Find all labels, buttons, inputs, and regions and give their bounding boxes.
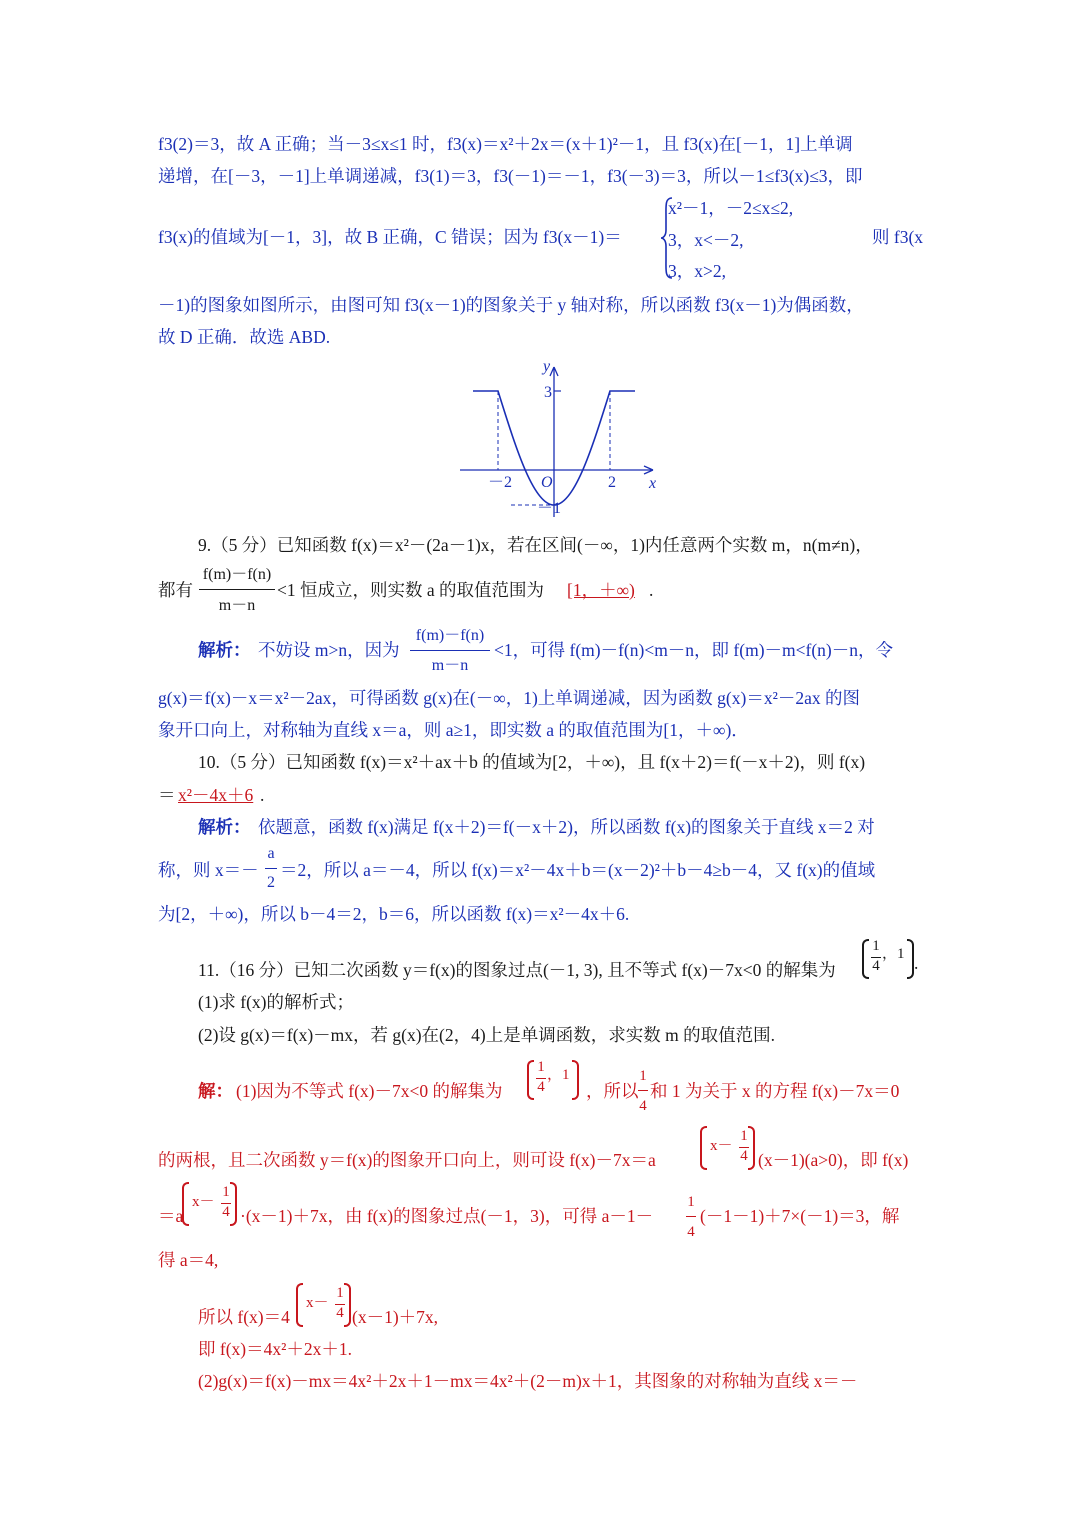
- q9-stem-line-2a: 都有: [158, 580, 193, 600]
- q11-sol-bracket-1-num: 1: [740, 1128, 748, 1144]
- q11-sol-line-1c: 和 1 为关于 x 的方程 f(x)－7x＝0: [650, 1081, 900, 1101]
- q9-sol-frac-den: m－n: [431, 657, 469, 674]
- x-axis-label: x: [649, 475, 657, 492]
- q11-sol-bracket-3-den: 4: [336, 1305, 344, 1321]
- q9-frac-num: f(m)－f(n): [202, 566, 272, 583]
- q9-stem-line-1: 9.（5 分）已知函数 f(x)＝x²－(2a－1)x，若在区间(－∞，1)内任意两个实数 m，n(m≠n)，: [198, 535, 873, 555]
- q11-sol-interval-num: 1: [537, 1059, 545, 1075]
- origin-label: O: [541, 474, 553, 491]
- q10-frac-bar: [265, 868, 277, 869]
- q11-sol-bracket-2: [182, 1182, 240, 1226]
- q9-frac-bar: [199, 589, 275, 590]
- q10-solution-label: 解析：: [198, 817, 251, 837]
- q10-answer: x²－4x＋6: [178, 785, 254, 805]
- q11-stem-end: .: [914, 953, 919, 973]
- q11-sol-bracket-2-x: x－: [192, 1194, 215, 1210]
- q10-stem-line-2b: .: [260, 785, 265, 805]
- q11-sol-line-4: 得 a＝4,: [158, 1250, 219, 1270]
- q11-sol-interval: [527, 1060, 585, 1100]
- q11-sol-bracket-3-num: 1: [336, 1285, 344, 1301]
- prev-line-2: 递增，在[－3，－1]上单调递减，f3(1)＝3，f3(－1)＝－1，f3(－3)＝3，所以－1≤f3(x)≤3，即: [158, 166, 863, 186]
- q9-sol-frac-num: f(m)－f(n): [415, 627, 485, 644]
- q11-interval-rest: ，1: [882, 946, 905, 962]
- tick-neg2-label: －2: [488, 474, 513, 491]
- q10-stem-line-2a: ＝: [158, 785, 176, 805]
- prev-line-3a: f3(x)的值域为[－1，3]，故 B 正确，C 错误；因为 f3(x－1)＝: [158, 227, 622, 247]
- q11-part-2: (2)设 g(x)＝f(x)－mx，若 g(x)在(2，4)上是单调函数，求实数 m 的取值范围.: [198, 1025, 775, 1045]
- q11-sol-line-3a: ＝a: [158, 1206, 184, 1226]
- q9-stem-line-2c: .: [649, 580, 654, 600]
- q11-sol-bracket-2-den: 4: [222, 1204, 230, 1220]
- q10-frac-num: a: [267, 845, 275, 862]
- q11-sol-bracket-2-num: 1: [222, 1184, 230, 1200]
- q11-sol-frac1-num: 1: [639, 1068, 647, 1084]
- q11-sol-bracket-3-x: x－: [306, 1295, 329, 1311]
- q11-part-1: (1)求 f(x)的解析式；: [198, 992, 355, 1012]
- piecewise-case-3: 3，x>2,: [668, 261, 726, 281]
- piecewise-case-1: x²－1，－2≤x≤2,: [668, 198, 794, 218]
- tick-neg1-label: －1: [537, 500, 562, 517]
- q9-solution-line-1b: <1，可得 f(m)－f(n)<m－n，即 f(m)－m<f(n)－n，令: [494, 640, 893, 660]
- q11-sol-line-2a: 的两根，且二次函数 y＝f(x)的图象开口向上，则可设 f(x)－7x＝a: [158, 1150, 656, 1170]
- q11-stem-line-1: 11.（16 分）已知二次函数 y＝f(x)的图象过点(－1, 3), 且不等式 f(x)－7x<0 的解集为: [198, 960, 836, 980]
- q11-sol-frac2-num: 1: [687, 1194, 695, 1210]
- q10-solution-line-2a: 称，则 x＝－: [158, 860, 259, 880]
- q11-interval-den: 4: [872, 958, 880, 974]
- q11-sol-line-1a: (1)因为不等式 f(x)－7x<0 的解集为: [236, 1081, 503, 1101]
- q9-solution-line-3: 象开口向上，对称轴为直线 x＝a，则 a≥1，即实数 a 的取值范围为[1，＋∞)．: [158, 720, 749, 740]
- q11-sol-line-6: 即 f(x)＝4x²＋2x＋1.: [198, 1339, 352, 1359]
- q10-solution-line-3: 为[2，＋∞)，所以 b－4＝2，b＝6，所以函数 f(x)＝x²－4x＋6.: [158, 904, 630, 924]
- q11-sol-line-1b: ，所以: [586, 1081, 638, 1101]
- q10-frac-den: 2: [267, 874, 275, 891]
- q10-stem-line-1: 10.（5 分）已知函数 f(x)＝x²＋ax＋b 的值域为[2，＋∞)，且 f(x＋2)＝f(－x＋2)，则 f(x): [198, 752, 866, 772]
- q11-interval: [862, 939, 920, 979]
- prev-line-1: f3(2)＝3，故 A 正确；当－3≤x≤1 时，f3(x)＝x²＋2x＝(x＋1)²－1，且 f3(x)在[－1，1]上单调: [158, 134, 853, 154]
- function-graph: [455, 355, 670, 520]
- q11-interval-num: 1: [872, 938, 880, 954]
- q11-sol-bracket-1-den: 4: [740, 1148, 748, 1164]
- q11-sol-interval-rest: ，1: [547, 1067, 570, 1083]
- prev-line-5: 故 D 正确．故选 ABD.: [158, 327, 331, 347]
- q11-interval-right-bracket: [907, 939, 914, 979]
- q11-solution-label: 解：: [198, 1081, 233, 1101]
- piecewise-case-2: 3，x<－2,: [668, 230, 744, 250]
- q11-sol-line-3b: ·(x－1)＋7x，由 f(x)的图象过点(－1，3)，可得 a－1－: [240, 1206, 654, 1226]
- q11-sol-frac1-bar: [638, 1090, 648, 1091]
- prev-line-4: －1)的图象如图所示，由图可知 f3(x－1)的图象关于 y 轴对称，所以函数 f3(x－1)为偶函数，: [158, 295, 864, 315]
- q11-sol-line-3c: (－1－1)＋7×(－1)＝3，解: [700, 1206, 900, 1226]
- q9-stem-line-2b: <1 恒成立，则实数 a 的取值范围为: [277, 580, 545, 600]
- q11-sol-frac2-bar: [686, 1216, 696, 1217]
- q10-solution-line-1: 依题意，函数 f(x)满足 f(x＋2)＝f(－x＋2)，所以函数 f(x)的图象关于直线 x＝2 对: [258, 817, 875, 837]
- q10-solution-line-2b: ＝2，所以 a＝－4，所以 f(x)＝x²－4x＋b＝(x－2)²＋b－4≥b－4，又 f(x)的值域: [280, 860, 876, 880]
- q11-sol-bracket-1: [700, 1126, 758, 1170]
- q11-sol-line-7: (2)g(x)＝f(x)－mx＝4x²＋2x＋1－mx＝4x²＋(2－m)x＋1，其图象的对称轴为直线 x＝－: [198, 1371, 858, 1391]
- tick-3-label: 3: [544, 384, 552, 401]
- q11-sol-line-5a: 所以 f(x)＝4: [198, 1307, 290, 1327]
- q9-solution-line-2: g(x)＝f(x)－x＝x²－2ax，可得函数 g(x)在(－∞，1)上单调递减，因为函数 g(x)＝x²－2ax 的图: [158, 688, 860, 708]
- q9-solution-label: 解析：: [198, 640, 251, 660]
- q9-answer: [1，＋∞): [567, 580, 635, 600]
- q11-sol-bracket-3: [296, 1283, 354, 1327]
- q11-sol-line-2b: (x－1)(a>0)，即 f(x): [758, 1150, 909, 1170]
- q11-sol-line-5b: (x－1)＋7x,: [352, 1307, 439, 1327]
- q11-sol-interval-den: 4: [537, 1079, 545, 1095]
- q9-frac-den: m－n: [218, 597, 256, 614]
- y-axis-label: y: [543, 358, 551, 375]
- q9-solution-line-1a: 不妨设 m>n，因为: [258, 640, 400, 660]
- q11-sol-frac2-den: 4: [687, 1224, 695, 1240]
- q9-sol-frac-bar: [410, 650, 490, 651]
- q11-sol-frac1-den: 4: [639, 1098, 647, 1114]
- q11-interval-left-bracket: [862, 939, 869, 979]
- tick-2-label: 2: [608, 474, 616, 491]
- prev-line-3b: 则 f3(x: [872, 227, 924, 247]
- q11-sol-bracket-1-x: x－: [710, 1138, 733, 1154]
